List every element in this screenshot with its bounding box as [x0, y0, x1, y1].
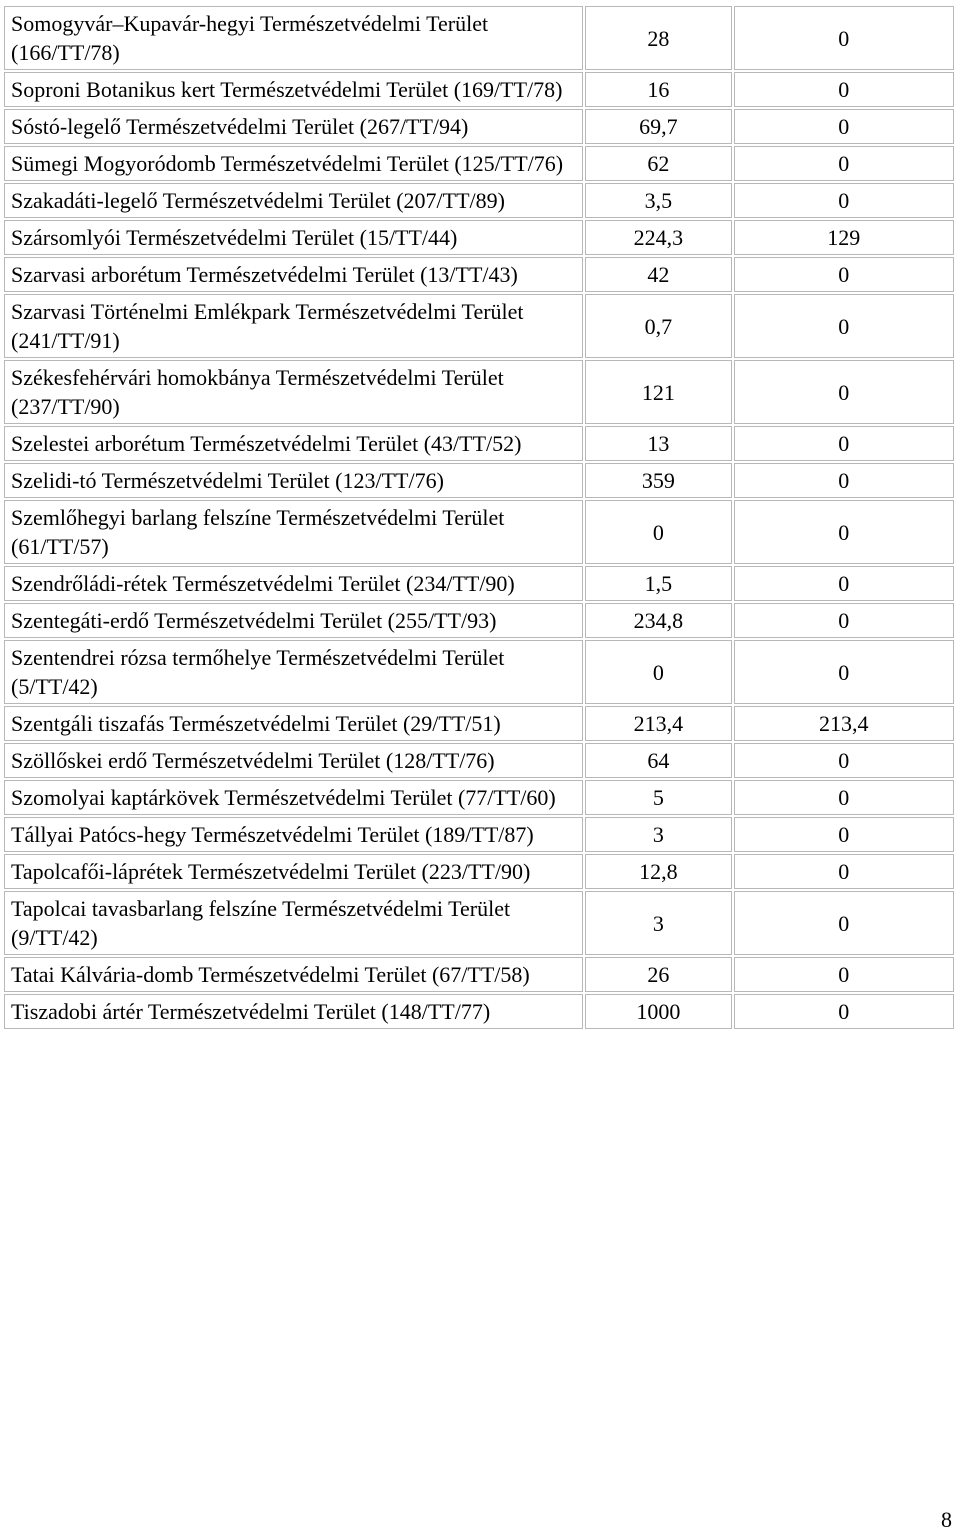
area-value-cell-secondary: 0 — [734, 743, 954, 778]
area-value-cell: 213,4 — [585, 706, 731, 741]
table-row — [4, 360, 954, 424]
area-value-cell: 5 — [585, 780, 731, 815]
area-name-cell: Tatai Kálvária-domb Természetvédelmi Terület (67/TT/58) — [4, 957, 583, 992]
area-name-cell: Szarvasi arborétum Természetvédelmi Terület (13/TT/43) — [4, 257, 583, 292]
area-name-cell: Sóstó-legelő Természetvédelmi Terület (267/TT/94) — [4, 109, 583, 144]
area-value-cell-secondary: 0 — [734, 294, 954, 358]
table-row — [4, 780, 954, 815]
area-value-cell: 16 — [585, 72, 731, 107]
area-value-cell-secondary: 0 — [734, 72, 954, 107]
table-row — [4, 146, 954, 181]
area-value-cell: 69,7 — [585, 109, 731, 144]
area-name-cell: Szentegáti-erdő Természetvédelmi Terület (255/TT/93) — [4, 603, 583, 638]
page-number: 8 — [941, 1507, 952, 1532]
table-row — [4, 220, 954, 255]
area-name-cell: Székesfehérvári homokbánya Természetvédelmi Terület (237/TT/90) — [4, 360, 583, 424]
area-value-cell-secondary: 0 — [734, 109, 954, 144]
area-value-cell: 3,5 — [585, 183, 731, 218]
table-row — [4, 183, 954, 218]
area-value-cell-secondary: 0 — [734, 500, 954, 564]
area-value-cell-secondary: 213,4 — [734, 706, 954, 741]
table-row — [4, 109, 954, 144]
area-value-cell: 0 — [585, 500, 731, 564]
area-value-cell-secondary: 0 — [734, 183, 954, 218]
area-value-cell-secondary: 0 — [734, 817, 954, 852]
table-row — [4, 500, 954, 564]
area-name-cell: Szendrőládi-rétek Természetvédelmi Terület (234/TT/90) — [4, 566, 583, 601]
table-body — [4, 6, 954, 1029]
area-name-cell: Szelidi-tó Természetvédelmi Terület (123/TT/76) — [4, 463, 583, 498]
area-name-cell: Tapolcafői-láprétek Természetvédelmi Terület (223/TT/90) — [4, 854, 583, 889]
area-value-cell: 12,8 — [585, 854, 731, 889]
area-value-cell-secondary: 0 — [734, 780, 954, 815]
area-name-cell: Szarvasi Történelmi Emlékpark Természetvédelmi Terület (241/TT/91) — [4, 294, 583, 358]
area-name-cell: Szemlőhegyi barlang felszíne Természetvédelmi Terület (61/TT/57) — [4, 500, 583, 564]
table-row — [4, 891, 954, 955]
table-row — [4, 426, 954, 461]
table-row — [4, 817, 954, 852]
area-value-cell: 13 — [585, 426, 731, 461]
table-row — [4, 6, 954, 70]
area-value-cell: 42 — [585, 257, 731, 292]
table-row — [4, 854, 954, 889]
area-value-cell-secondary: 0 — [734, 957, 954, 992]
area-value-cell: 224,3 — [585, 220, 731, 255]
area-name-cell: Szöllőskei erdő Természetvédelmi Terület (128/TT/76) — [4, 743, 583, 778]
area-value-cell-secondary: 0 — [734, 463, 954, 498]
area-value-cell: 1000 — [585, 994, 731, 1029]
area-value-cell: 0,7 — [585, 294, 731, 358]
area-value-cell: 0 — [585, 640, 731, 704]
area-value-cell: 359 — [585, 463, 731, 498]
area-value-cell-secondary: 0 — [734, 640, 954, 704]
area-name-cell: Szelestei arborétum Természetvédelmi Terület (43/TT/52) — [4, 426, 583, 461]
area-value-cell-secondary: 0 — [734, 891, 954, 955]
area-value-cell-secondary: 0 — [734, 426, 954, 461]
table-row — [4, 257, 954, 292]
area-value-cell-secondary: 0 — [734, 566, 954, 601]
area-name-cell: Tiszadobi ártér Természetvédelmi Terület (148/TT/77) — [4, 994, 583, 1029]
area-value-cell-secondary: 0 — [734, 360, 954, 424]
area-value-cell-secondary: 0 — [734, 994, 954, 1029]
area-value-cell: 1,5 — [585, 566, 731, 601]
table-row — [4, 994, 954, 1029]
table-row — [4, 463, 954, 498]
area-value-cell-secondary: 0 — [734, 603, 954, 638]
area-name-cell: Szársomlyói Természetvédelmi Terület (15/TT/44) — [4, 220, 583, 255]
table-row — [4, 72, 954, 107]
table-row — [4, 640, 954, 704]
area-name-cell: Tállyai Patócs-hegy Természetvédelmi Terület (189/TT/87) — [4, 817, 583, 852]
area-value-cell-secondary: 0 — [734, 257, 954, 292]
area-name-cell: Szakadáti-legelő Természetvédelmi Terület (207/TT/89) — [4, 183, 583, 218]
area-value-cell: 28 — [585, 6, 731, 70]
area-value-cell-secondary: 0 — [734, 854, 954, 889]
table-row — [4, 566, 954, 601]
table-row — [4, 957, 954, 992]
area-name-cell: Tapolcai tavasbarlang felszíne Természetvédelmi Terület (9/TT/42) — [4, 891, 583, 955]
protected-areas-table — [2, 4, 956, 1031]
table-row — [4, 603, 954, 638]
table-row — [4, 294, 954, 358]
area-name-cell: Szentgáli tiszafás Természetvédelmi Terület (29/TT/51) — [4, 706, 583, 741]
area-value-cell: 121 — [585, 360, 731, 424]
area-value-cell-secondary: 0 — [734, 6, 954, 70]
area-value-cell: 64 — [585, 743, 731, 778]
area-name-cell: Soproni Botanikus kert Természetvédelmi Terület (169/TT/78) — [4, 72, 583, 107]
area-value-cell-secondary: 0 — [734, 146, 954, 181]
table-row — [4, 743, 954, 778]
area-value-cell: 62 — [585, 146, 731, 181]
area-name-cell: Somogyvár–Kupavár-hegyi Természetvédelmi Terület (166/TT/78) — [4, 6, 583, 70]
area-value-cell: 3 — [585, 817, 731, 852]
area-name-cell: Szomolyai kaptárkövek Természetvédelmi Terület (77/TT/60) — [4, 780, 583, 815]
area-value-cell-secondary: 129 — [734, 220, 954, 255]
area-value-cell: 26 — [585, 957, 731, 992]
area-name-cell: Sümegi Mogyoródomb Természetvédelmi Terület (125/TT/76) — [4, 146, 583, 181]
area-name-cell: Szentendrei rózsa termőhelye Természetvédelmi Terület (5/TT/42) — [4, 640, 583, 704]
area-value-cell: 234,8 — [585, 603, 731, 638]
table-row — [4, 706, 954, 741]
area-value-cell: 3 — [585, 891, 731, 955]
